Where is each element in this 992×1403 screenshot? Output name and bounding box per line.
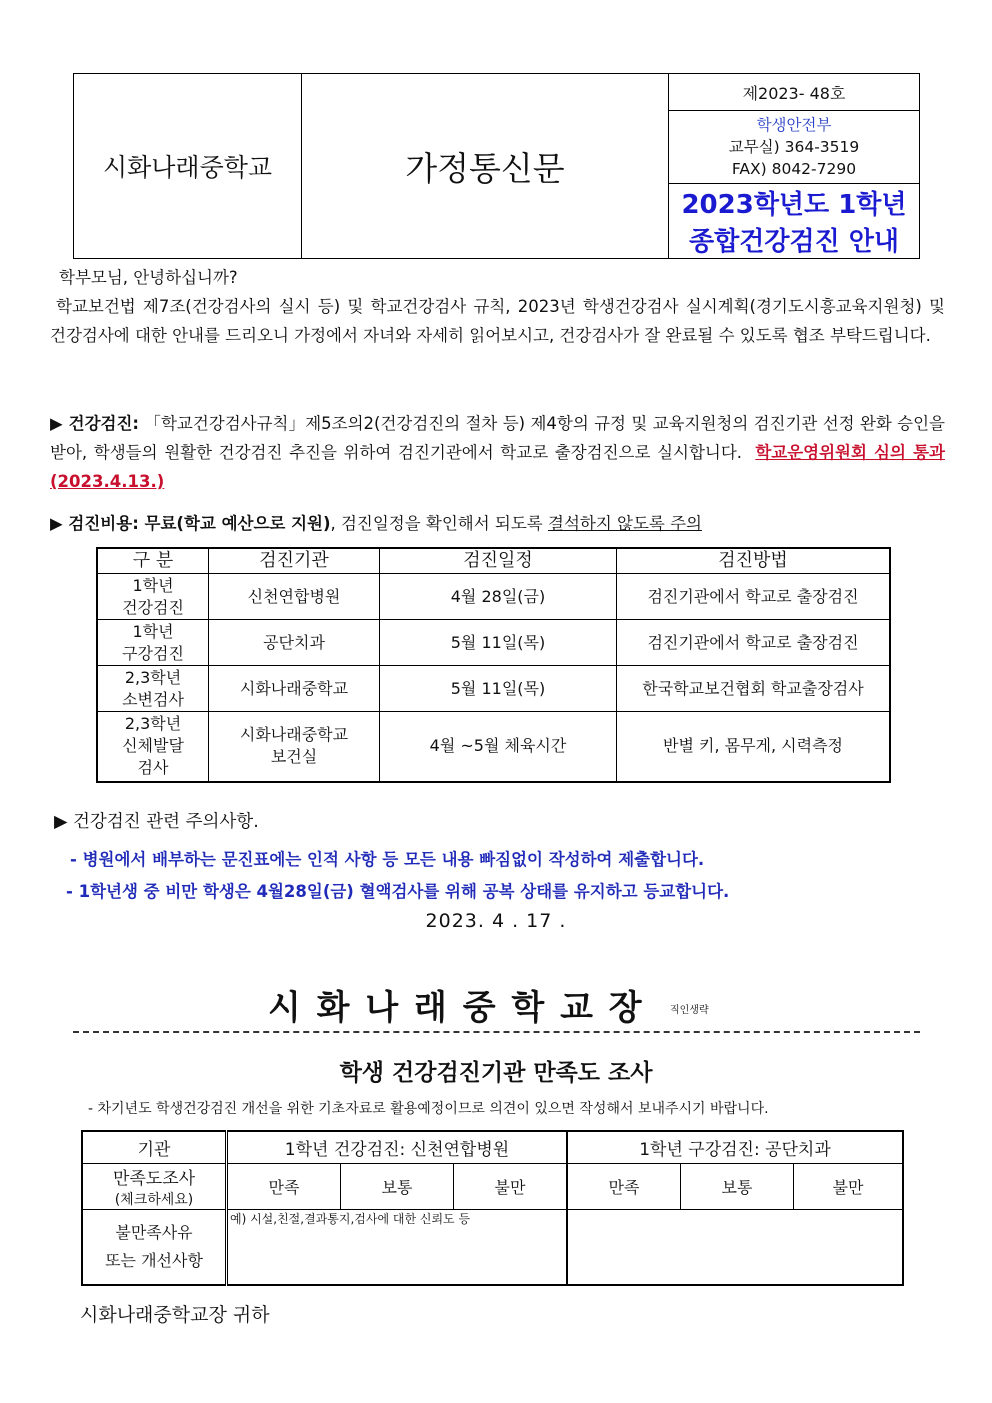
- checkup-label: ▶ 건강검진:: [50, 414, 139, 433]
- notes-heading: ▶ 건강검진 관련 주의사항.: [54, 812, 259, 832]
- satisfaction-label-cell: [82, 1163, 227, 1209]
- option-neutral-2[interactable]: 보통: [681, 1163, 794, 1209]
- approval-note: 학교운영위원회 심의 통과 (2023.4.13.): [50, 443, 945, 491]
- row-date: 5월 11일(목): [380, 620, 617, 666]
- reason-label-2: 또는 개선사항: [105, 1250, 203, 1270]
- note-item: - 1학년생 중 비만 학생은 4월28일(금) 혈액검사를 위해 공복 상태를 유지하고 등교합니다.: [66, 882, 730, 901]
- row-category: 1학년 건강검진: [97, 574, 209, 620]
- table-row: [97, 620, 890, 666]
- table-row: [97, 574, 890, 620]
- publication-title: 가정통신문: [302, 74, 669, 259]
- institution-label: 기관: [82, 1131, 227, 1163]
- survey-description: - 차기년도 학생건강검진 개선을 위한 기초자료로 활용예정이므로 의견이 있으면 작성해서 보내주시기 바랍니다.: [88, 1101, 769, 1117]
- checkup-text: 「학교건강검사규칙」제5조의2(건강검진의 절차 등) 제4항의 규정 및 교육지원청의 검진기관 선정 완화 승인을 받아, 학생들의 원활한 건강검진 추진을 위하여 검진기관에서 학교로 출장검진으로 실시합니다.: [50, 414, 945, 462]
- header-institution: 검진기관: [209, 548, 380, 574]
- checkup-paragraph: [50, 409, 945, 496]
- department-info: [669, 111, 920, 184]
- row-institution: 시화나래중학교 보건실: [209, 712, 380, 782]
- header-box: [73, 73, 920, 259]
- satisfaction-label: 만족도조사: [112, 1168, 196, 1189]
- issue-date: 2023. 4 . 17 .: [425, 910, 567, 932]
- row-date: 4월 ~5월 체육시간: [380, 712, 617, 782]
- reason-label: 불만족사유: [115, 1222, 193, 1242]
- fax-number: FAX) 8042-7290: [731, 160, 857, 178]
- survey-table: [81, 1130, 904, 1286]
- header-schedule: 검진일정: [380, 548, 617, 574]
- doc-number: 제2023- 48호: [669, 74, 920, 111]
- cost-label: ▶ 검진비용: 무료(학교 예산으로 지원): [50, 514, 331, 533]
- row-institution: 신천연합병원: [209, 574, 380, 620]
- option-neutral-1[interactable]: 보통: [341, 1163, 454, 1209]
- survey-title: 학생 건강검진기관 만족도 조사: [339, 1060, 653, 1086]
- row-date: 5월 11일(목): [380, 666, 617, 712]
- option-satisfied-2[interactable]: 만족: [567, 1163, 681, 1209]
- institution-2: 1학년 구강검진: 공단치과: [567, 1131, 903, 1163]
- option-unsatisfied-1[interactable]: 불만: [454, 1163, 568, 1209]
- note-item: - 병원에서 배부하는 문진표에는 인적 사항 등 모든 내용 빠짐없이 작성하여 제출합니다.: [70, 850, 705, 869]
- principal-name: 시 화 나 래 중 학 교 장: [268, 988, 644, 1028]
- cut-line: [73, 1031, 920, 1033]
- intro: [50, 263, 945, 350]
- option-satisfied-1[interactable]: 만족: [227, 1163, 341, 1209]
- header-method: 검진방법: [617, 548, 891, 574]
- greeting: 학부모님, 안녕하십니까?: [59, 268, 238, 287]
- absence-warning: 결석하지 않도록 주의: [548, 514, 702, 533]
- row-method: 한국학교보건협회 학교출장검사: [617, 666, 891, 712]
- row-method: 검진기관에서 학교로 출장검진: [617, 574, 891, 620]
- row-institution: 시화나래중학교: [209, 666, 380, 712]
- header-category: 구 분: [97, 548, 209, 574]
- table-row: [97, 712, 890, 782]
- reason-input-2[interactable]: [567, 1209, 903, 1285]
- reason-label-cell: [82, 1209, 227, 1285]
- seal-note: 직인생략: [670, 1005, 709, 1016]
- reason-input-1[interactable]: [227, 1209, 568, 1285]
- department-name: 학생안전부: [756, 116, 832, 134]
- office-phone: 교무실) 364-3519: [728, 138, 860, 156]
- schedule-header-row: [97, 548, 890, 574]
- intro-body: 학교보건법 제7조(건강검사의 실시 등) 및 학교건강검사 규칙, 2023년 학생건강검사 실시계획(경기도시흥교육지원청) 및 건강검사에 대한 안내를 드리오니 가정에서 자녀와 자세히 읽어보시고, 건강검사가 잘 완료될 수 있도록 협조 부탁드립니다.: [50, 297, 945, 345]
- cost-text: , 검진일정을 확인해서 되도록: [330, 514, 548, 533]
- row-method: 검진기관에서 학교로 출장검진: [617, 620, 891, 666]
- satisfaction-sublabel: (체크하세요): [114, 1191, 194, 1208]
- row-institution: 공단치과: [209, 620, 380, 666]
- option-unsatisfied-2[interactable]: 불만: [794, 1163, 904, 1209]
- row-category: 2,3학년 소변검사: [97, 666, 209, 712]
- row-category: 2,3학년 신체발달 검사: [97, 712, 209, 782]
- footer-addressee: 시화나래중학교장 귀하: [80, 1304, 270, 1326]
- row-date: 4월 28일(금): [380, 574, 617, 620]
- cost-line: [50, 509, 945, 538]
- school-name: 시화나래중학교: [74, 74, 302, 259]
- row-method: 반별 키, 몸무게, 시력측정: [617, 712, 891, 782]
- table-row: [97, 666, 890, 712]
- main-title: 2023학년도 1학년 종합건강검진 안내: [669, 184, 920, 259]
- reason-example: 예) 시설,친절,결과통지,검사에 대한 신뢰도 등: [230, 1211, 471, 1226]
- institution-1: 1학년 건강검진: 신천연합병원: [227, 1131, 568, 1163]
- schedule-table: [96, 547, 891, 783]
- row-category: 1학년 구강검진: [97, 620, 209, 666]
